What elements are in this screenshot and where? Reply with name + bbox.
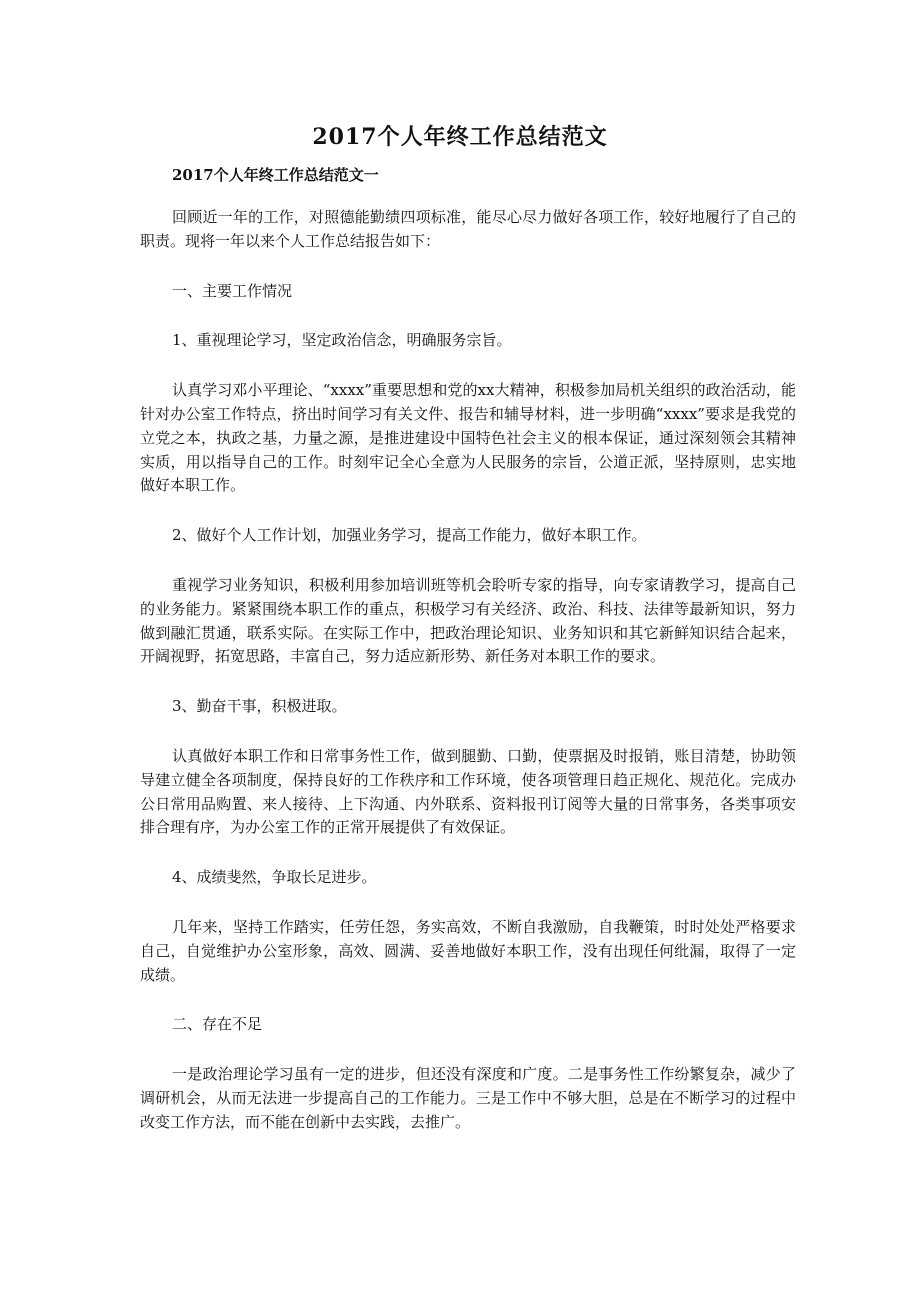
subsection-heading-3: 3、勤奋干事，积极进取。 xyxy=(172,697,347,716)
section-heading-main-work: 一、主要工作情况 xyxy=(172,281,293,300)
document-subtitle: 2017个人年终工作总结范文一 xyxy=(172,166,379,184)
subsection-heading-2: 2、做好个人工作计划，加强业务学习，提高工作能力，做好本职工作。 xyxy=(172,526,647,545)
section-heading-shortcomings: 二、存在不足 xyxy=(172,1015,263,1034)
subsection-heading-4: 4、成绩斐然，争取长足进步。 xyxy=(172,868,377,887)
document-title: 2017个人年终工作总结范文 xyxy=(312,124,608,150)
paragraph-shortcomings: 一是政治理论学习虽有一定的进步，但还没有深度和广度。二是事务性工作纷繁复杂，减少了调研机会，从而无法进一步提高自己的工作能力。三是工作中不够大胆，总是在不断学习的过程中改变工作方法，而不能在创新中去实践，去推广。 xyxy=(140,1065,796,1131)
subsection-heading-1: 1、重视理论学习，坚定政治信念，明确服务宗旨。 xyxy=(172,331,512,350)
paragraph-theory-study: 认真学习邓小平理论、“xxxx”重要思想和党的xx大精神，积极参加局机关组织的政治活动，能针对办公室工作特点，挤出时间学习有关文件、报告和辅导材料，进一步明确“xxxx”要求是我党的立党之本，执政之基，力量之源，是推进建设中国特色社会主义的根本保证，通过深刻领会其精神实质，用以指导自己的工作。时刻牢记全心全意为人民服务的宗旨，公道正派，坚持原则，忠实地做好本职工作。 xyxy=(140,381,796,495)
paragraph-achievements: 几年来，坚持工作踏实，任劳任怨，务实高效，不断自我激励，自我鞭策，时时处处严格要求自己，自觉维护办公室形象，高效、圆满、妥善地做好本职工作，没有出现任何纰漏，取得了一定成绩。 xyxy=(140,917,796,984)
paragraph-business-study: 重视学习业务知识，积极利用参加培训班等机会聆听专家的指导，向专家请教学习，提高自己的业务能力。紧紧围绕本职工作的重点，积极学习有关经济、政治、科技、法律等最新知识，努力做到融汇贯通，联系实际。在实际工作中，把政治理论知识、业务知识和其它新鲜知识结合起来，开阔视野，拓宽思路，丰富自己，努力适应新形势、新任务对本职工作的要求。 xyxy=(140,575,796,666)
document-body xyxy=(140,206,796,1161)
paragraph-intro: 回顾近一年的工作，对照德能勤绩四项标准，能尽心尽力做好各项工作，较好地履行了自己的职责。现将一年以来个人工作总结报告如下： xyxy=(140,208,796,250)
paragraph-daily-work: 认真做好本职工作和日常事务性工作，做到腿勤、口勤，使票据及时报销，账目清楚，协助领导建立健全各项制度，保持良好的工作秩序和工作环境，使各项管理日趋正规化、规范化。完成办公日常用品购置、来人接待、上下沟通、内外联系、资料报刊订阅等大量的日常事务，各类事项安排合理有序，为办公室工作的正常开展提供了有效保证。 xyxy=(140,746,796,837)
